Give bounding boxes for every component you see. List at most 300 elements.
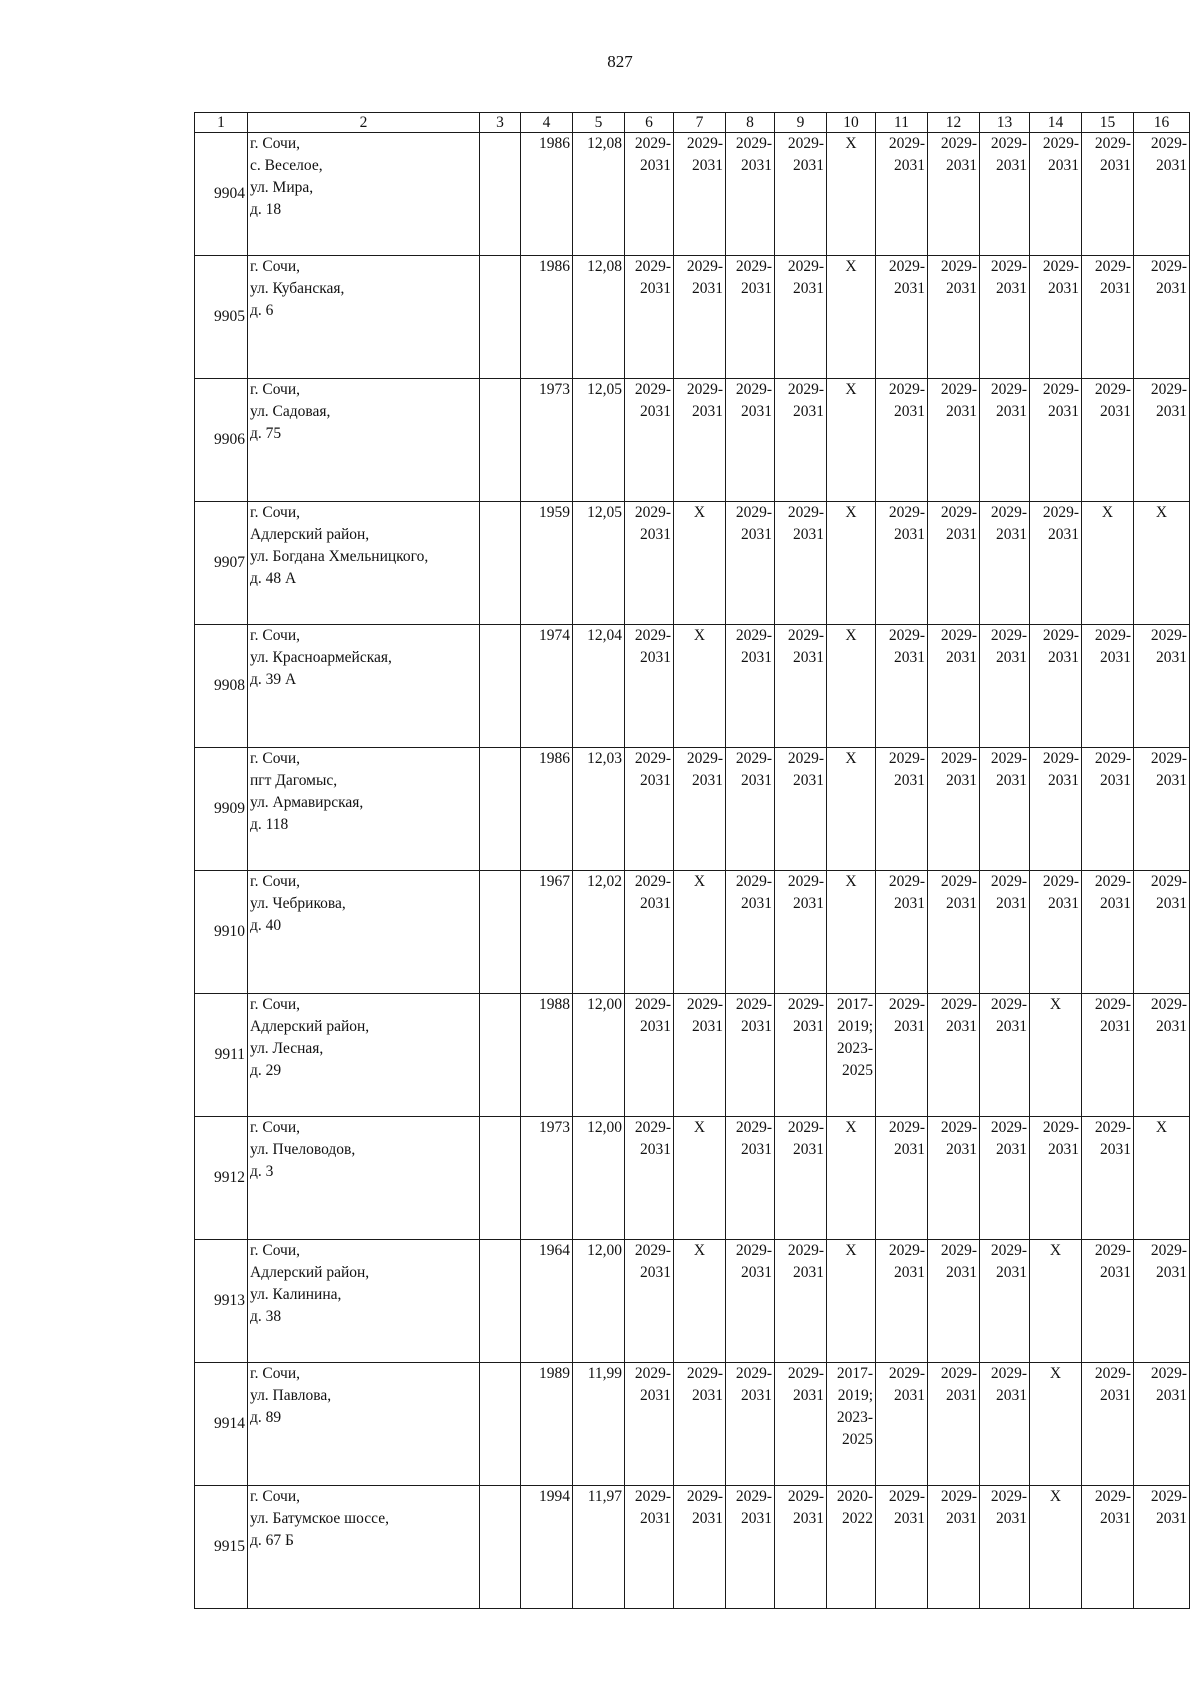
period-line: 2029- — [888, 996, 925, 1013]
period-line: 2031 — [1100, 649, 1131, 666]
period-line: 2031 — [946, 526, 977, 543]
table-row — [195, 1363, 1190, 1486]
period-line: 2029- — [686, 996, 723, 1013]
period-line: 2031 — [640, 280, 671, 297]
period-line: 2031 — [1100, 895, 1131, 912]
period-cell — [928, 379, 980, 502]
address-line: ул. Красноармейская, — [250, 649, 392, 666]
period-line: 2029- — [940, 627, 977, 644]
period-cell — [1082, 1117, 1134, 1240]
value-cell: 12,08 — [573, 256, 625, 379]
period-line: 2031 — [1048, 403, 1079, 420]
period-line: 2029- — [634, 1119, 671, 1136]
period-cell — [775, 502, 827, 625]
period-line: 2029- — [990, 1119, 1027, 1136]
period-cell — [1134, 133, 1190, 256]
column-header: 14 — [1030, 113, 1082, 133]
period-cell — [1082, 256, 1134, 379]
period-line: 2031 — [894, 280, 925, 297]
period-line: 2031 — [946, 895, 977, 912]
period-cell — [625, 502, 674, 625]
value-cell: 12,04 — [573, 625, 625, 748]
period-cell — [726, 379, 775, 502]
address-cell — [248, 379, 480, 502]
period-line: 2029- — [1094, 996, 1131, 1013]
empty-cell — [480, 748, 521, 871]
period-cell — [625, 1363, 674, 1486]
period-line: 2029- — [990, 135, 1027, 152]
period-cell — [928, 502, 980, 625]
address-cell — [248, 256, 480, 379]
address-line: г. Сочи, — [250, 135, 301, 152]
period-cell — [726, 256, 775, 379]
period-line: 2017- — [836, 996, 873, 1013]
period-line: 2029- — [1150, 750, 1187, 767]
row-number: 9909 — [195, 748, 248, 871]
period-cell — [876, 1363, 928, 1486]
period-cell — [980, 1363, 1030, 1486]
period-cell — [625, 1240, 674, 1363]
period-cell — [876, 994, 928, 1117]
period-line: 2029- — [1042, 258, 1079, 275]
period-line: 2029- — [1094, 750, 1131, 767]
address-line: ул. Пчеловодов, — [250, 1141, 356, 1158]
address-line: ул. Батумское шоссе, — [250, 1510, 389, 1527]
period-line: 2031 — [1156, 772, 1187, 789]
period-line: 2031 — [640, 649, 671, 666]
period-line: 2031 — [996, 1510, 1027, 1527]
period-line: 2020- — [836, 1488, 873, 1505]
period-cell — [827, 625, 876, 748]
address-line: ул. Богдана Хмельницкого, — [250, 548, 429, 565]
period-cell — [827, 994, 876, 1117]
period-line: 2031 — [692, 1387, 723, 1404]
value-cell: 12,08 — [573, 133, 625, 256]
period-cell — [980, 1486, 1030, 1609]
period-line: 2029- — [787, 504, 824, 521]
address-cell — [248, 994, 480, 1117]
period-line: 2029- — [634, 135, 671, 152]
period-line: 2031 — [793, 1018, 824, 1035]
period-cell — [674, 1363, 726, 1486]
column-header: 8 — [726, 113, 775, 133]
address-line: д. 18 — [250, 201, 282, 218]
period-line: 2029- — [735, 504, 772, 521]
year-cell: 1973 — [521, 379, 573, 502]
table-row — [195, 502, 1190, 625]
period-line: 2025 — [842, 1431, 873, 1448]
period-line: 2031 — [793, 280, 824, 297]
period-cell — [726, 871, 775, 994]
period-line: 2031 — [741, 1510, 772, 1527]
address-line: г. Сочи, — [250, 258, 301, 275]
column-header: 5 — [573, 113, 625, 133]
period-line: 2031 — [1100, 1510, 1131, 1527]
period-line: 2017- — [836, 1365, 873, 1382]
period-line: 2029- — [634, 750, 671, 767]
address-line: д. 39 А — [250, 671, 297, 688]
empty-cell — [480, 871, 521, 994]
period-line: 2031 — [946, 1510, 977, 1527]
period-cell — [928, 1486, 980, 1609]
period-cell — [928, 871, 980, 994]
period-line: X — [845, 627, 857, 644]
period-line: 2029- — [787, 381, 824, 398]
empty-cell — [480, 256, 521, 379]
period-line: 2031 — [996, 157, 1027, 174]
period-line: 2029- — [888, 258, 925, 275]
period-line: 2029- — [686, 381, 723, 398]
period-line: 2031 — [692, 772, 723, 789]
period-line: 2031 — [894, 649, 925, 666]
period-line: 2031 — [741, 157, 772, 174]
period-line: 2031 — [894, 526, 925, 543]
period-line: 2031 — [946, 1387, 977, 1404]
period-line: X — [845, 504, 857, 521]
period-line: 2031 — [793, 157, 824, 174]
period-cell — [726, 1486, 775, 1609]
period-line: 2031 — [1048, 280, 1079, 297]
period-cell — [625, 133, 674, 256]
period-line: 2031 — [640, 1018, 671, 1035]
period-line: 2029- — [888, 1488, 925, 1505]
period-line: 2023- — [836, 1040, 873, 1057]
period-line: 2031 — [793, 526, 824, 543]
period-line: 2029- — [735, 750, 772, 767]
period-cell — [1082, 502, 1134, 625]
period-line: 2019; — [837, 1018, 873, 1035]
period-line: 2031 — [894, 1510, 925, 1527]
period-line: 2031 — [793, 649, 824, 666]
period-line: 2029- — [634, 1488, 671, 1505]
period-cell — [980, 994, 1030, 1117]
period-cell — [876, 1486, 928, 1609]
period-line: 2029- — [686, 258, 723, 275]
column-header: 2 — [248, 113, 480, 133]
period-cell — [827, 133, 876, 256]
period-line: 2029- — [940, 996, 977, 1013]
address-line: д. 118 — [250, 816, 289, 833]
period-line: 2029- — [940, 1119, 977, 1136]
period-line: 2031 — [1048, 772, 1079, 789]
address-line: ул. Армавирская, — [250, 794, 364, 811]
period-line: 2031 — [1100, 1387, 1131, 1404]
period-line: 2031 — [640, 1387, 671, 1404]
column-header: 12 — [928, 113, 980, 133]
address-cell — [248, 1486, 480, 1609]
empty-cell — [480, 1117, 521, 1240]
period-cell — [674, 871, 726, 994]
period-line: 2031 — [1100, 772, 1131, 789]
address-cell — [248, 1240, 480, 1363]
period-line: 2031 — [793, 1264, 824, 1281]
period-line: 2031 — [793, 403, 824, 420]
column-number-row — [195, 113, 1190, 133]
period-cell — [1030, 1240, 1082, 1363]
period-line: 2031 — [741, 895, 772, 912]
period-line: 2029- — [735, 1119, 772, 1136]
period-line: 2031 — [996, 280, 1027, 297]
period-cell — [1030, 502, 1082, 625]
period-cell — [726, 1363, 775, 1486]
period-line: 2029- — [1094, 135, 1131, 152]
period-line: 2029- — [990, 1488, 1027, 1505]
period-line: 2029- — [787, 996, 824, 1013]
period-line: 2029- — [735, 996, 772, 1013]
period-cell — [980, 502, 1030, 625]
empty-cell — [480, 379, 521, 502]
period-line: 2029- — [1042, 750, 1079, 767]
period-cell — [625, 625, 674, 748]
year-cell: 1986 — [521, 256, 573, 379]
period-cell — [980, 379, 1030, 502]
period-line: 2029- — [940, 1488, 977, 1505]
period-cell — [827, 1117, 876, 1240]
period-cell — [625, 994, 674, 1117]
year-cell: 1967 — [521, 871, 573, 994]
period-line: 2022 — [842, 1510, 873, 1527]
year-cell: 1986 — [521, 748, 573, 871]
period-line: 2029- — [787, 258, 824, 275]
period-cell — [625, 379, 674, 502]
period-line: 2031 — [946, 157, 977, 174]
period-cell — [726, 994, 775, 1117]
period-line: X — [693, 873, 706, 890]
period-line: 2029- — [1042, 504, 1079, 521]
column-header: 3 — [480, 113, 521, 133]
period-line: 2031 — [1156, 1018, 1187, 1035]
period-cell — [674, 748, 726, 871]
address-line: ул. Чебрикова, — [250, 895, 346, 912]
period-cell — [1134, 1240, 1190, 1363]
period-line: 2031 — [1048, 157, 1079, 174]
period-line: X — [1049, 996, 1062, 1013]
period-cell — [674, 502, 726, 625]
period-line: 2031 — [894, 1264, 925, 1281]
year-cell: 1989 — [521, 1363, 573, 1486]
period-line: 2029- — [888, 381, 925, 398]
address-line: с. Веселое, — [250, 157, 323, 174]
period-line: 2031 — [1048, 1141, 1079, 1158]
empty-cell — [480, 1363, 521, 1486]
address-line: д. 38 — [250, 1308, 282, 1325]
period-line: X — [693, 1119, 706, 1136]
address-line: Адлерский район, — [250, 1264, 370, 1281]
year-cell: 1988 — [521, 994, 573, 1117]
period-line: 2031 — [741, 1387, 772, 1404]
period-line: 2031 — [946, 1264, 977, 1281]
period-cell — [775, 1363, 827, 1486]
period-cell — [674, 256, 726, 379]
period-cell — [928, 1363, 980, 1486]
period-line: 2031 — [894, 157, 925, 174]
period-line: 2029- — [888, 1242, 925, 1259]
period-cell — [1030, 625, 1082, 748]
period-cell — [726, 1240, 775, 1363]
period-line: 2031 — [1100, 1018, 1131, 1035]
address-line: г. Сочи, — [250, 873, 301, 890]
column-header: 13 — [980, 113, 1030, 133]
period-line: 2031 — [1156, 157, 1187, 174]
period-cell — [674, 1486, 726, 1609]
address-line: ул. Мира, — [250, 179, 314, 196]
period-line: 2031 — [793, 895, 824, 912]
column-header: 4 — [521, 113, 573, 133]
period-line: X — [1049, 1242, 1062, 1259]
period-line: 2029- — [940, 873, 977, 890]
row-number: 9907 — [195, 502, 248, 625]
period-cell — [876, 379, 928, 502]
period-line: 2029- — [1094, 1242, 1131, 1259]
address-line: д. 67 Б — [250, 1532, 294, 1549]
period-line: 2029- — [888, 504, 925, 521]
year-cell: 1959 — [521, 502, 573, 625]
period-cell — [1134, 256, 1190, 379]
period-line: 2029- — [634, 504, 671, 521]
period-line: 2029- — [1150, 627, 1187, 644]
period-cell — [625, 1486, 674, 1609]
period-line: 2029- — [940, 504, 977, 521]
address-line: г. Сочи, — [250, 504, 301, 521]
period-cell — [1134, 502, 1190, 625]
period-line: 2029- — [735, 1242, 772, 1259]
period-line: 2029- — [1094, 1119, 1131, 1136]
address-cell — [248, 871, 480, 994]
period-cell — [827, 871, 876, 994]
row-number: 9904 — [195, 133, 248, 256]
period-cell — [1030, 1363, 1082, 1486]
period-cell — [1134, 379, 1190, 502]
empty-cell — [480, 1240, 521, 1363]
table-row — [195, 1240, 1190, 1363]
period-cell — [1030, 1117, 1082, 1240]
period-cell — [726, 748, 775, 871]
column-header: 11 — [876, 113, 928, 133]
period-line: 2029- — [1150, 996, 1187, 1013]
period-line: 2031 — [946, 280, 977, 297]
period-cell — [674, 379, 726, 502]
row-number: 9905 — [195, 256, 248, 379]
period-line: 2029- — [787, 1365, 824, 1382]
row-number: 9911 — [195, 994, 248, 1117]
year-cell: 1973 — [521, 1117, 573, 1240]
period-line: 2031 — [894, 1387, 925, 1404]
period-line: 2029- — [1150, 135, 1187, 152]
period-line: 2029- — [888, 873, 925, 890]
period-line: X — [845, 873, 857, 890]
period-line: 2031 — [640, 526, 671, 543]
table-row — [195, 994, 1190, 1117]
period-line: 2029- — [888, 1119, 925, 1136]
period-line: 2031 — [741, 1264, 772, 1281]
period-line: 2029- — [1094, 1365, 1131, 1382]
period-cell — [674, 1240, 726, 1363]
period-line: 2029- — [1150, 1242, 1187, 1259]
period-line: 2029- — [990, 873, 1027, 890]
period-line: 2031 — [1100, 280, 1131, 297]
column-header: 6 — [625, 113, 674, 133]
period-line: 2029- — [888, 1365, 925, 1382]
period-cell — [1134, 748, 1190, 871]
period-cell — [674, 1117, 726, 1240]
period-line: 2031 — [692, 1018, 723, 1035]
period-cell — [928, 748, 980, 871]
period-line: 2029- — [787, 135, 824, 152]
period-cell — [1030, 871, 1082, 994]
address-line: ул. Кубанская, — [250, 280, 345, 297]
period-line: 2029- — [787, 627, 824, 644]
period-line: X — [845, 258, 857, 275]
period-line: 2029- — [686, 1488, 723, 1505]
address-line: д. 6 — [250, 302, 274, 319]
empty-cell — [480, 133, 521, 256]
period-line: 2031 — [692, 157, 723, 174]
period-line: 2029- — [990, 258, 1027, 275]
period-line: 2031 — [946, 403, 977, 420]
period-cell — [625, 748, 674, 871]
period-line: 2029- — [888, 750, 925, 767]
address-line: Адлерский район, — [250, 1018, 370, 1035]
period-line: 2031 — [1100, 403, 1131, 420]
period-line: 2029- — [787, 1242, 824, 1259]
period-line: 2031 — [996, 1018, 1027, 1035]
period-line: 2029- — [686, 135, 723, 152]
period-line: 2029- — [735, 1488, 772, 1505]
period-cell — [1134, 1117, 1190, 1240]
period-line: 2029- — [735, 1365, 772, 1382]
address-line: г. Сочи, — [250, 1365, 301, 1382]
period-cell — [980, 871, 1030, 994]
period-line: 2031 — [640, 895, 671, 912]
period-line: X — [693, 504, 706, 521]
address-line: д. 89 — [250, 1409, 282, 1426]
period-line: 2029- — [990, 996, 1027, 1013]
table-row — [195, 133, 1190, 256]
period-line: X — [1155, 504, 1168, 521]
address-line: г. Сочи, — [250, 627, 301, 644]
period-line: 2029- — [1094, 1488, 1131, 1505]
period-line: 2031 — [1156, 1264, 1187, 1281]
period-line: 2029- — [735, 135, 772, 152]
period-line: 2029- — [634, 873, 671, 890]
empty-cell — [480, 994, 521, 1117]
period-line: 2031 — [894, 895, 925, 912]
address-line: г. Сочи, — [250, 996, 301, 1013]
period-cell — [980, 625, 1030, 748]
period-line: 2029- — [990, 750, 1027, 767]
period-line: 2029- — [940, 258, 977, 275]
period-line: 2031 — [1156, 895, 1187, 912]
period-line: 2031 — [894, 403, 925, 420]
period-line: 2029- — [940, 750, 977, 767]
period-cell — [1082, 1363, 1134, 1486]
period-cell — [1030, 256, 1082, 379]
period-line: 2031 — [996, 772, 1027, 789]
period-line: 2031 — [996, 649, 1027, 666]
value-cell: 12,00 — [573, 1240, 625, 1363]
row-number: 9912 — [195, 1117, 248, 1240]
period-line: 2029- — [1094, 627, 1131, 644]
address-cell — [248, 748, 480, 871]
period-cell — [674, 625, 726, 748]
value-cell: 12,02 — [573, 871, 625, 994]
period-cell — [928, 256, 980, 379]
period-line: 2029- — [787, 873, 824, 890]
period-line: 2029- — [990, 1242, 1027, 1259]
period-line: 2029- — [888, 135, 925, 152]
period-line: X — [693, 1242, 706, 1259]
period-line: 2029- — [940, 135, 977, 152]
